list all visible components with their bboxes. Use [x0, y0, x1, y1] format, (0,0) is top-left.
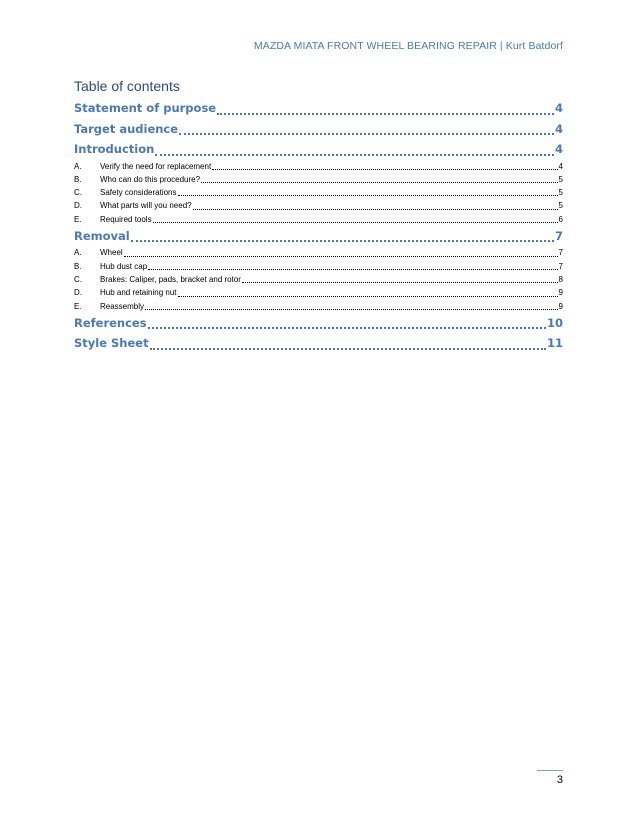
toc-entry-text: Hub and retaining nut [100, 288, 177, 298]
toc-entry-page: 4 [558, 161, 563, 171]
toc-dot-leader [201, 182, 557, 183]
toc-dot-leader [150, 348, 546, 350]
toc-entry-page: 7 [554, 228, 563, 243]
toc-dot-leader [148, 269, 557, 270]
toc-entry-letter: C. [74, 188, 82, 198]
toc-entry-page: 5 [558, 201, 563, 211]
toc-entry-text: Safety considerations [100, 188, 177, 198]
toc-entry-heading[interactable] [74, 139, 563, 160]
toc-entry-text: Hub dust cap [100, 261, 148, 271]
toc-dot-leader [217, 113, 554, 115]
toc-entry-subheading[interactable] [74, 246, 563, 259]
toc-entry-heading[interactable] [74, 98, 563, 119]
toc-entry-text: Verify the need for replacement [100, 161, 212, 171]
toc-entry-subheading[interactable] [74, 273, 563, 286]
toc-entry-letter: B. [74, 174, 82, 184]
toc-entry-letter: D. [74, 201, 82, 211]
toc-entry-text: What parts will you need? [100, 201, 192, 211]
toc-entry-page: 9 [558, 301, 563, 311]
toc-entry-heading[interactable] [74, 119, 563, 140]
toc-entry-subheading[interactable] [74, 160, 563, 173]
toc-entry-subheading[interactable] [74, 300, 563, 313]
toc-entry-subheading[interactable] [74, 260, 563, 273]
toc-dot-leader [193, 209, 558, 210]
toc-entry-subheading[interactable] [74, 199, 563, 212]
toc-entry-text: Required tools [100, 214, 152, 224]
toc-entry-text: Statement of purpose [74, 101, 217, 115]
toc-entry-page: 6 [558, 214, 563, 224]
toc-dot-leader [155, 154, 554, 156]
toc-entry-letter: A. [74, 161, 82, 171]
toc-dot-leader [178, 296, 558, 297]
toc-entry-text: References [74, 315, 147, 330]
toc-entry-page: 4 [554, 121, 563, 136]
toc-entry-page: 5 [558, 174, 563, 184]
toc-entry-page: 8 [558, 275, 563, 285]
toc-entry-letter: B. [74, 261, 82, 271]
toc-entry-letter: C. [74, 275, 82, 285]
toc-entry-heading[interactable] [74, 333, 563, 354]
toc-entry-letter: E. [74, 301, 82, 311]
toc-entry-page: 11 [546, 336, 563, 351]
toc-entry-subheading[interactable] [74, 186, 563, 199]
toc-entry-page: 9 [558, 288, 563, 298]
running-header: MAZDA MIATA FRONT WHEEL BEARING REPAIR | Kurt Batdorf [253, 40, 563, 52]
page-number-rule [537, 770, 563, 771]
toc-title: Table of contents [74, 78, 180, 94]
toc-entry-page: 4 [554, 101, 563, 115]
toc-entry-text: Reassembly [100, 301, 145, 311]
toc-dot-leader [124, 256, 558, 257]
toc-entry-page: 7 [558, 261, 563, 271]
toc-entry-text: Who can do this procedure? [100, 174, 201, 184]
toc-entry-page: 4 [554, 142, 563, 156]
toc-entry-heading[interactable] [74, 226, 563, 247]
toc-entry-subheading[interactable] [74, 173, 563, 186]
toc-entry-subheading[interactable] [74, 286, 563, 299]
toc-entry-page: 5 [558, 188, 563, 198]
toc-dot-leader [179, 133, 554, 135]
toc-dot-leader [178, 195, 558, 196]
toc-entry-heading[interactable] [74, 313, 563, 334]
toc-entry-letter: D. [74, 288, 82, 298]
toc-entry-letter: A. [74, 248, 82, 258]
toc-dot-leader [148, 327, 546, 329]
toc-entry-text: Removal [74, 228, 130, 243]
toc-entry-page: 10 [546, 315, 563, 330]
toc-dot-leader [131, 240, 554, 242]
toc-entry-text: Introduction [74, 142, 155, 156]
toc-entry-subheading[interactable] [74, 213, 563, 226]
page-number: 3 [556, 774, 563, 786]
toc-entry-text: Style Sheet [74, 336, 149, 351]
toc-dot-leader [242, 282, 558, 283]
toc-dot-leader [212, 169, 557, 170]
toc-entry-text: Target audience [74, 121, 179, 136]
toc-entry-text: Brakes: Caliper, pads, bracket and rotor [100, 275, 241, 285]
toc-dot-leader [153, 222, 558, 223]
toc-entry-letter: E. [74, 214, 82, 224]
table-of-contents [74, 98, 563, 354]
toc-entry-page: 7 [558, 248, 563, 258]
toc-entry-text: Wheel [100, 248, 123, 258]
toc-dot-leader [145, 309, 558, 310]
